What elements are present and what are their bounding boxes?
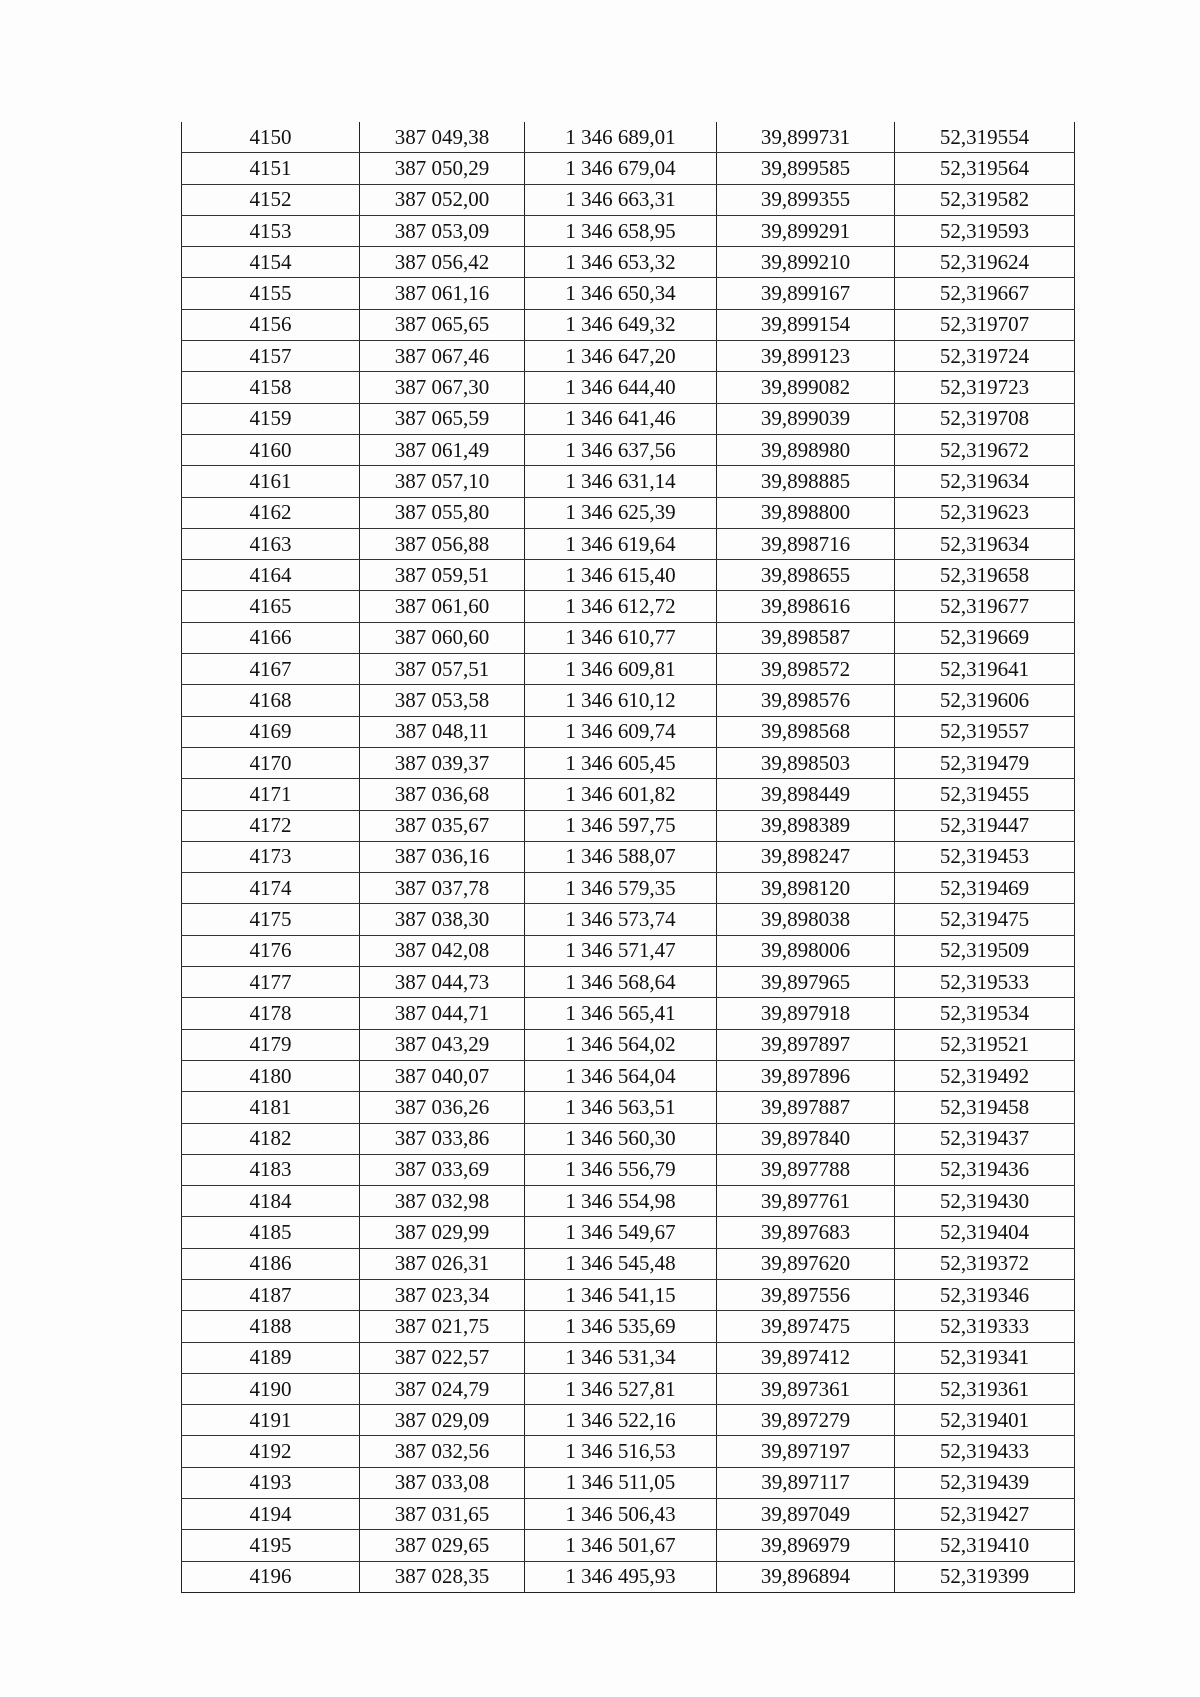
point-number-cell: 4181 — [182, 1092, 360, 1123]
y-coordinate-cell: 1 346 609,81 — [525, 654, 717, 685]
latitude-cell: 52,319564 — [895, 153, 1075, 184]
latitude-cell: 52,319469 — [895, 873, 1075, 904]
table-row — [182, 122, 1075, 153]
point-number-cell: 4194 — [182, 1499, 360, 1530]
latitude-cell: 52,319634 — [895, 528, 1075, 559]
y-coordinate-cell: 1 346 549,67 — [525, 1217, 717, 1248]
x-coordinate-cell: 387 067,46 — [360, 341, 525, 372]
y-coordinate-cell: 1 346 649,32 — [525, 309, 717, 340]
table-row — [182, 1060, 1075, 1091]
table-row — [182, 278, 1075, 309]
table-row — [182, 1279, 1075, 1310]
latitude-cell: 52,319533 — [895, 967, 1075, 998]
y-coordinate-cell: 1 346 495,93 — [525, 1561, 717, 1592]
longitude-cell: 39,896979 — [717, 1530, 895, 1561]
longitude-cell: 39,897840 — [717, 1123, 895, 1154]
latitude-cell: 52,319658 — [895, 560, 1075, 591]
point-number-cell: 4174 — [182, 873, 360, 904]
y-coordinate-cell: 1 346 554,98 — [525, 1186, 717, 1217]
longitude-cell: 39,898389 — [717, 810, 895, 841]
point-number-cell: 4157 — [182, 341, 360, 372]
table-row — [182, 372, 1075, 403]
y-coordinate-cell: 1 346 679,04 — [525, 153, 717, 184]
longitude-cell: 39,898449 — [717, 779, 895, 810]
latitude-cell: 52,319634 — [895, 466, 1075, 497]
table-row — [182, 497, 1075, 528]
y-coordinate-cell: 1 346 647,20 — [525, 341, 717, 372]
latitude-cell: 52,319708 — [895, 403, 1075, 434]
point-number-cell: 4161 — [182, 466, 360, 497]
y-coordinate-cell: 1 346 637,56 — [525, 434, 717, 465]
latitude-cell: 52,319582 — [895, 184, 1075, 215]
coordinates-table — [181, 122, 1075, 1593]
table-row — [182, 967, 1075, 998]
x-coordinate-cell: 387 028,35 — [360, 1561, 525, 1592]
latitude-cell: 52,319707 — [895, 309, 1075, 340]
longitude-cell: 39,898572 — [717, 654, 895, 685]
table-row — [182, 873, 1075, 904]
x-coordinate-cell: 387 048,11 — [360, 716, 525, 747]
longitude-cell: 39,899039 — [717, 403, 895, 434]
longitude-cell: 39,897788 — [717, 1154, 895, 1185]
x-coordinate-cell: 387 061,60 — [360, 591, 525, 622]
longitude-cell: 39,898568 — [717, 716, 895, 747]
point-number-cell: 4154 — [182, 247, 360, 278]
longitude-cell: 39,897475 — [717, 1311, 895, 1342]
x-coordinate-cell: 387 033,08 — [360, 1467, 525, 1498]
y-coordinate-cell: 1 346 631,14 — [525, 466, 717, 497]
latitude-cell: 52,319492 — [895, 1060, 1075, 1091]
longitude-cell: 39,898006 — [717, 935, 895, 966]
x-coordinate-cell: 387 056,42 — [360, 247, 525, 278]
point-number-cell: 4175 — [182, 904, 360, 935]
table-row — [182, 528, 1075, 559]
point-number-cell: 4195 — [182, 1530, 360, 1561]
latitude-cell: 52,319623 — [895, 497, 1075, 528]
latitude-cell: 52,319439 — [895, 1467, 1075, 1498]
point-number-cell: 4190 — [182, 1373, 360, 1404]
point-number-cell: 4189 — [182, 1342, 360, 1373]
y-coordinate-cell: 1 346 568,64 — [525, 967, 717, 998]
latitude-cell: 52,319399 — [895, 1561, 1075, 1592]
latitude-cell: 52,319534 — [895, 998, 1075, 1029]
table-row — [182, 309, 1075, 340]
table-row — [182, 184, 1075, 215]
x-coordinate-cell: 387 038,30 — [360, 904, 525, 935]
y-coordinate-cell: 1 346 564,02 — [525, 1029, 717, 1060]
x-coordinate-cell: 387 024,79 — [360, 1373, 525, 1404]
y-coordinate-cell: 1 346 564,04 — [525, 1060, 717, 1091]
latitude-cell: 52,319475 — [895, 904, 1075, 935]
table-row — [182, 716, 1075, 747]
x-coordinate-cell: 387 036,16 — [360, 841, 525, 872]
longitude-cell: 39,898616 — [717, 591, 895, 622]
longitude-cell: 39,898503 — [717, 747, 895, 778]
y-coordinate-cell: 1 346 545,48 — [525, 1248, 717, 1279]
x-coordinate-cell: 387 065,59 — [360, 403, 525, 434]
point-number-cell: 4153 — [182, 215, 360, 246]
y-coordinate-cell: 1 346 689,01 — [525, 122, 717, 153]
point-number-cell: 4150 — [182, 122, 360, 153]
longitude-cell: 39,897049 — [717, 1499, 895, 1530]
x-coordinate-cell: 387 043,29 — [360, 1029, 525, 1060]
longitude-cell: 39,899154 — [717, 309, 895, 340]
x-coordinate-cell: 387 033,69 — [360, 1154, 525, 1185]
y-coordinate-cell: 1 346 535,69 — [525, 1311, 717, 1342]
x-coordinate-cell: 387 052,00 — [360, 184, 525, 215]
longitude-cell: 39,898038 — [717, 904, 895, 935]
x-coordinate-cell: 387 023,34 — [360, 1279, 525, 1310]
x-coordinate-cell: 387 029,09 — [360, 1405, 525, 1436]
latitude-cell: 52,319672 — [895, 434, 1075, 465]
point-number-cell: 4186 — [182, 1248, 360, 1279]
x-coordinate-cell: 387 026,31 — [360, 1248, 525, 1279]
y-coordinate-cell: 1 346 571,47 — [525, 935, 717, 966]
table-row — [182, 1467, 1075, 1498]
point-number-cell: 4156 — [182, 309, 360, 340]
longitude-cell: 39,897556 — [717, 1279, 895, 1310]
longitude-cell: 39,899123 — [717, 341, 895, 372]
longitude-cell: 39,897412 — [717, 1342, 895, 1373]
latitude-cell: 52,319593 — [895, 215, 1075, 246]
table-row — [182, 1248, 1075, 1279]
x-coordinate-cell: 387 061,16 — [360, 278, 525, 309]
x-coordinate-cell: 387 036,26 — [360, 1092, 525, 1123]
latitude-cell: 52,319447 — [895, 810, 1075, 841]
point-number-cell: 4180 — [182, 1060, 360, 1091]
point-number-cell: 4162 — [182, 497, 360, 528]
point-number-cell: 4177 — [182, 967, 360, 998]
x-coordinate-cell: 387 059,51 — [360, 560, 525, 591]
table-row — [182, 904, 1075, 935]
longitude-cell: 39,898800 — [717, 497, 895, 528]
latitude-cell: 52,319557 — [895, 716, 1075, 747]
longitude-cell: 39,898120 — [717, 873, 895, 904]
longitude-cell: 39,897896 — [717, 1060, 895, 1091]
latitude-cell: 52,319509 — [895, 935, 1075, 966]
point-number-cell: 4152 — [182, 184, 360, 215]
longitude-cell: 39,899355 — [717, 184, 895, 215]
y-coordinate-cell: 1 346 573,74 — [525, 904, 717, 935]
table-row — [182, 591, 1075, 622]
table-row — [182, 1530, 1075, 1561]
longitude-cell: 39,897918 — [717, 998, 895, 1029]
latitude-cell: 52,319453 — [895, 841, 1075, 872]
y-coordinate-cell: 1 346 610,77 — [525, 622, 717, 653]
longitude-cell: 39,899210 — [717, 247, 895, 278]
point-number-cell: 4182 — [182, 1123, 360, 1154]
latitude-cell: 52,319410 — [895, 1530, 1075, 1561]
point-number-cell: 4192 — [182, 1436, 360, 1467]
table-row — [182, 841, 1075, 872]
x-coordinate-cell: 387 021,75 — [360, 1311, 525, 1342]
x-coordinate-cell: 387 055,80 — [360, 497, 525, 528]
longitude-cell: 39,897897 — [717, 1029, 895, 1060]
point-number-cell: 4164 — [182, 560, 360, 591]
table-row — [182, 1154, 1075, 1185]
y-coordinate-cell: 1 346 531,34 — [525, 1342, 717, 1373]
longitude-cell: 39,897887 — [717, 1092, 895, 1123]
table-row — [182, 1561, 1075, 1592]
table-row — [182, 215, 1075, 246]
longitude-cell: 39,898885 — [717, 466, 895, 497]
point-number-cell: 4163 — [182, 528, 360, 559]
table-row — [182, 560, 1075, 591]
longitude-cell: 39,898655 — [717, 560, 895, 591]
y-coordinate-cell: 1 346 609,74 — [525, 716, 717, 747]
x-coordinate-cell: 387 040,07 — [360, 1060, 525, 1091]
table-row — [182, 935, 1075, 966]
table-row — [182, 1123, 1075, 1154]
point-number-cell: 4184 — [182, 1186, 360, 1217]
y-coordinate-cell: 1 346 541,15 — [525, 1279, 717, 1310]
x-coordinate-cell: 387 029,65 — [360, 1530, 525, 1561]
table-row — [182, 1092, 1075, 1123]
latitude-cell: 52,319436 — [895, 1154, 1075, 1185]
longitude-cell: 39,897197 — [717, 1436, 895, 1467]
y-coordinate-cell: 1 346 516,53 — [525, 1436, 717, 1467]
x-coordinate-cell: 387 060,60 — [360, 622, 525, 653]
table-row — [182, 998, 1075, 1029]
x-coordinate-cell: 387 039,37 — [360, 747, 525, 778]
table-row — [182, 1436, 1075, 1467]
y-coordinate-cell: 1 346 556,79 — [525, 1154, 717, 1185]
longitude-cell: 39,899082 — [717, 372, 895, 403]
latitude-cell: 52,319521 — [895, 1029, 1075, 1060]
y-coordinate-cell: 1 346 619,64 — [525, 528, 717, 559]
point-number-cell: 4176 — [182, 935, 360, 966]
point-number-cell: 4187 — [182, 1279, 360, 1310]
y-coordinate-cell: 1 346 506,43 — [525, 1499, 717, 1530]
table-row — [182, 247, 1075, 278]
x-coordinate-cell: 387 049,38 — [360, 122, 525, 153]
point-number-cell: 4169 — [182, 716, 360, 747]
latitude-cell: 52,319554 — [895, 122, 1075, 153]
y-coordinate-cell: 1 346 615,40 — [525, 560, 717, 591]
table-row — [182, 779, 1075, 810]
x-coordinate-cell: 387 031,65 — [360, 1499, 525, 1530]
table-row — [182, 685, 1075, 716]
x-coordinate-cell: 387 032,98 — [360, 1186, 525, 1217]
y-coordinate-cell: 1 346 605,45 — [525, 747, 717, 778]
point-number-cell: 4167 — [182, 654, 360, 685]
longitude-cell: 39,897620 — [717, 1248, 895, 1279]
latitude-cell: 52,319361 — [895, 1373, 1075, 1404]
point-number-cell: 4196 — [182, 1561, 360, 1592]
y-coordinate-cell: 1 346 625,39 — [525, 497, 717, 528]
longitude-cell: 39,898587 — [717, 622, 895, 653]
x-coordinate-cell: 387 065,65 — [360, 309, 525, 340]
longitude-cell: 39,896894 — [717, 1561, 895, 1592]
table-row — [182, 1217, 1075, 1248]
table-row — [182, 1029, 1075, 1060]
point-number-cell: 4172 — [182, 810, 360, 841]
latitude-cell: 52,319669 — [895, 622, 1075, 653]
latitude-cell: 52,319401 — [895, 1405, 1075, 1436]
x-coordinate-cell: 387 036,68 — [360, 779, 525, 810]
point-number-cell: 4178 — [182, 998, 360, 1029]
table-row — [182, 1342, 1075, 1373]
point-number-cell: 4188 — [182, 1311, 360, 1342]
longitude-cell: 39,898980 — [717, 434, 895, 465]
table-row — [182, 434, 1075, 465]
latitude-cell: 52,319723 — [895, 372, 1075, 403]
table-row — [182, 1311, 1075, 1342]
y-coordinate-cell: 1 346 641,46 — [525, 403, 717, 434]
table-row — [182, 1405, 1075, 1436]
x-coordinate-cell: 387 032,56 — [360, 1436, 525, 1467]
table-row — [182, 622, 1075, 653]
longitude-cell: 39,897279 — [717, 1405, 895, 1436]
x-coordinate-cell: 387 067,30 — [360, 372, 525, 403]
longitude-cell: 39,897761 — [717, 1186, 895, 1217]
point-number-cell: 4185 — [182, 1217, 360, 1248]
point-number-cell: 4160 — [182, 434, 360, 465]
y-coordinate-cell: 1 346 501,67 — [525, 1530, 717, 1561]
y-coordinate-cell: 1 346 663,31 — [525, 184, 717, 215]
latitude-cell: 52,319433 — [895, 1436, 1075, 1467]
longitude-cell: 39,899731 — [717, 122, 895, 153]
x-coordinate-cell: 387 042,08 — [360, 935, 525, 966]
x-coordinate-cell: 387 056,88 — [360, 528, 525, 559]
latitude-cell: 52,319724 — [895, 341, 1075, 372]
coordinates-table-body — [182, 122, 1075, 1592]
longitude-cell: 39,899291 — [717, 215, 895, 246]
point-number-cell: 4173 — [182, 841, 360, 872]
latitude-cell: 52,319624 — [895, 247, 1075, 278]
latitude-cell: 52,319437 — [895, 1123, 1075, 1154]
y-coordinate-cell: 1 346 612,72 — [525, 591, 717, 622]
latitude-cell: 52,319341 — [895, 1342, 1075, 1373]
point-number-cell: 4191 — [182, 1405, 360, 1436]
point-number-cell: 4151 — [182, 153, 360, 184]
y-coordinate-cell: 1 346 597,75 — [525, 810, 717, 841]
x-coordinate-cell: 387 035,67 — [360, 810, 525, 841]
table-row — [182, 153, 1075, 184]
latitude-cell: 52,319458 — [895, 1092, 1075, 1123]
x-coordinate-cell: 387 029,99 — [360, 1217, 525, 1248]
longitude-cell: 39,898716 — [717, 528, 895, 559]
point-number-cell: 4158 — [182, 372, 360, 403]
longitude-cell: 39,897117 — [717, 1467, 895, 1498]
x-coordinate-cell: 387 053,58 — [360, 685, 525, 716]
point-number-cell: 4183 — [182, 1154, 360, 1185]
longitude-cell: 39,898576 — [717, 685, 895, 716]
y-coordinate-cell: 1 346 650,34 — [525, 278, 717, 309]
longitude-cell: 39,897965 — [717, 967, 895, 998]
longitude-cell: 39,899585 — [717, 153, 895, 184]
table-row — [182, 403, 1075, 434]
latitude-cell: 52,319333 — [895, 1311, 1075, 1342]
x-coordinate-cell: 387 061,49 — [360, 434, 525, 465]
longitude-cell: 39,898247 — [717, 841, 895, 872]
table-row — [182, 1186, 1075, 1217]
x-coordinate-cell: 387 037,78 — [360, 873, 525, 904]
table-row — [182, 466, 1075, 497]
table-row — [182, 1499, 1075, 1530]
y-coordinate-cell: 1 346 653,32 — [525, 247, 717, 278]
y-coordinate-cell: 1 346 644,40 — [525, 372, 717, 403]
y-coordinate-cell: 1 346 511,05 — [525, 1467, 717, 1498]
longitude-cell: 39,899167 — [717, 278, 895, 309]
latitude-cell: 52,319430 — [895, 1186, 1075, 1217]
latitude-cell: 52,319346 — [895, 1279, 1075, 1310]
x-coordinate-cell: 387 057,51 — [360, 654, 525, 685]
x-coordinate-cell: 387 057,10 — [360, 466, 525, 497]
latitude-cell: 52,319455 — [895, 779, 1075, 810]
x-coordinate-cell: 387 044,71 — [360, 998, 525, 1029]
table-row — [182, 747, 1075, 778]
point-number-cell: 4179 — [182, 1029, 360, 1060]
point-number-cell: 4155 — [182, 278, 360, 309]
table-row — [182, 341, 1075, 372]
y-coordinate-cell: 1 346 601,82 — [525, 779, 717, 810]
y-coordinate-cell: 1 346 527,81 — [525, 1373, 717, 1404]
x-coordinate-cell: 387 050,29 — [360, 153, 525, 184]
x-coordinate-cell: 387 044,73 — [360, 967, 525, 998]
point-number-cell: 4193 — [182, 1467, 360, 1498]
y-coordinate-cell: 1 346 610,12 — [525, 685, 717, 716]
y-coordinate-cell: 1 346 565,41 — [525, 998, 717, 1029]
table-row — [182, 654, 1075, 685]
x-coordinate-cell: 387 033,86 — [360, 1123, 525, 1154]
latitude-cell: 52,319606 — [895, 685, 1075, 716]
y-coordinate-cell: 1 346 579,35 — [525, 873, 717, 904]
latitude-cell: 52,319427 — [895, 1499, 1075, 1530]
latitude-cell: 52,319641 — [895, 654, 1075, 685]
x-coordinate-cell: 387 022,57 — [360, 1342, 525, 1373]
point-number-cell: 4165 — [182, 591, 360, 622]
longitude-cell: 39,897683 — [717, 1217, 895, 1248]
latitude-cell: 52,319667 — [895, 278, 1075, 309]
latitude-cell: 52,319372 — [895, 1248, 1075, 1279]
y-coordinate-cell: 1 346 522,16 — [525, 1405, 717, 1436]
table-row — [182, 810, 1075, 841]
latitude-cell: 52,319404 — [895, 1217, 1075, 1248]
point-number-cell: 4170 — [182, 747, 360, 778]
point-number-cell: 4166 — [182, 622, 360, 653]
point-number-cell: 4168 — [182, 685, 360, 716]
y-coordinate-cell: 1 346 563,51 — [525, 1092, 717, 1123]
latitude-cell: 52,319677 — [895, 591, 1075, 622]
y-coordinate-cell: 1 346 588,07 — [525, 841, 717, 872]
y-coordinate-cell: 1 346 560,30 — [525, 1123, 717, 1154]
table-row — [182, 1373, 1075, 1404]
y-coordinate-cell: 1 346 658,95 — [525, 215, 717, 246]
x-coordinate-cell: 387 053,09 — [360, 215, 525, 246]
latitude-cell: 52,319479 — [895, 747, 1075, 778]
longitude-cell: 39,897361 — [717, 1373, 895, 1404]
point-number-cell: 4171 — [182, 779, 360, 810]
point-number-cell: 4159 — [182, 403, 360, 434]
